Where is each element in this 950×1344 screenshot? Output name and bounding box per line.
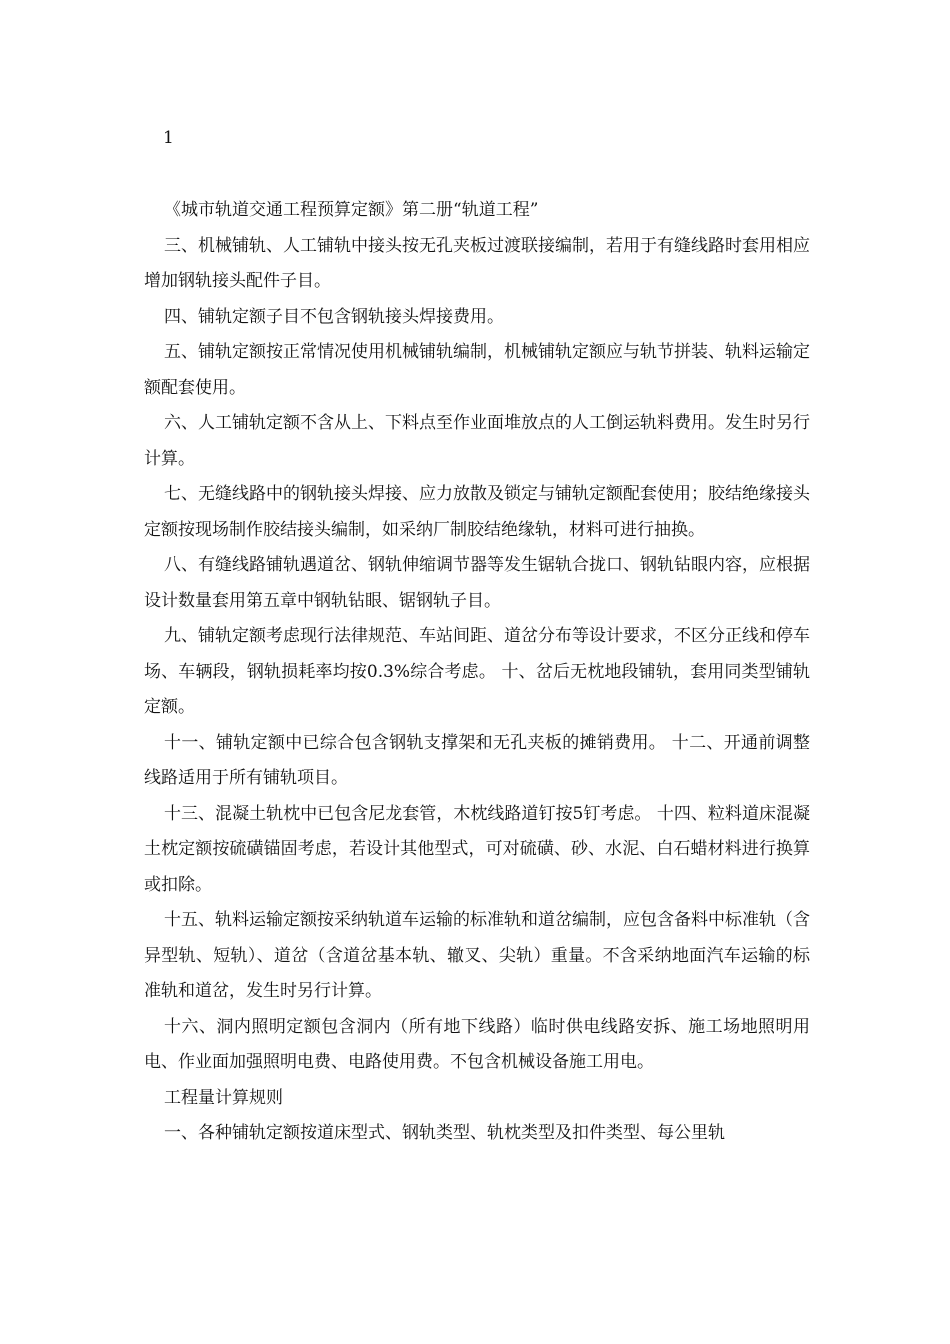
paragraph-13-14: 十三、混凝土轨枕中已包含尼龙套管，木枕线路道钉按5钉考虑。 十四、粒料道床混凝土枕定额按硫磺锚固考虑，若设计其他型式，可对硫磺、砂、水泥、白石蜡材料进行换算或扣除。 [144, 803, 810, 895]
paragraph-6: 六、人工铺轨定额不含从上、下料点至作业面堆放点的人工倒运轨料费用。发生时另行计算。 [144, 413, 810, 469]
paragraph-4: 四、铺轨定额子目不包含钢轨接头焊接费用。 [164, 306, 504, 327]
document-title: 《城市轨道交通工程预算定额》第二册“轨道工程” [164, 200, 539, 220]
paragraph-7: 七、无缝线路中的钢轨接头焊接、应力放散及锁定与铺轨定额配套使用；胶结绝缘接头定额按现场制作胶结接头编制，如采纳厂制胶结绝缘轨，材料可进行抽换。 [144, 484, 810, 540]
paragraph-3: 三、机械铺轨、人工铺轨中接头按无孔夹板过渡联接编制，若用于有缝线路时套用相应增加钢轨接头配件子目。 [144, 235, 810, 291]
paragraph-9-10: 九、铺轨定额考虑现行法律规范、车站间距、道岔分布等设计要求，不区分正线和停车场、车辆段，钢轨损耗率均按0.3%综合考虑。 十、岔后无枕地段铺轨，套用同类型铺轨定额。 [144, 626, 810, 717]
paragraph-5: 五、铺轨定额按正常情况使用机械铺轨编制，机械铺轨定额应与轨节拼装、轨料运输定额配套使用。 [144, 342, 810, 398]
document-body [144, 193, 810, 1152]
paragraph-15: 十五、轨料运输定额按采纳轨道车运输的标准轨和道岔编制，应包含备料中标准轨（含异型轨、短轨）、道岔（含道岔基本轨、辙叉、尖轨）重量。不含采纳地面汽车运输的标准轨和道岔，发生时另行计算。 [144, 910, 810, 1001]
section-heading: 工程量计算规则 [164, 1087, 283, 1108]
rule-paragraph-1: 一、各种铺轨定额按道床型式、钢轨类型、轨枕类型及扣件类型、每公里轨 [164, 1123, 725, 1143]
paragraph-16: 十六、洞内照明定额包含洞内（所有地下线路）临时供电线路安拆、施工场地照明用电、作业面加强照明电费、电路使用费。不包含机械设备施工用电。 [144, 1016, 810, 1072]
paragraph-8: 八、有缝线路铺轨遇道岔、钢轨伸缩调节器等发生锯轨合拢口、钢轨钻眼内容，应根据设计数量套用第五章中钢轨钻眼、锯钢轨子目。 [144, 555, 810, 611]
paragraph-11-12: 十一、铺轨定额中已综合包含钢轨支撑架和无孔夹板的摊销费用。 十二、开通前调整线路适用于所有铺轨项目。 [144, 732, 810, 788]
page-number: 1 [163, 128, 174, 148]
